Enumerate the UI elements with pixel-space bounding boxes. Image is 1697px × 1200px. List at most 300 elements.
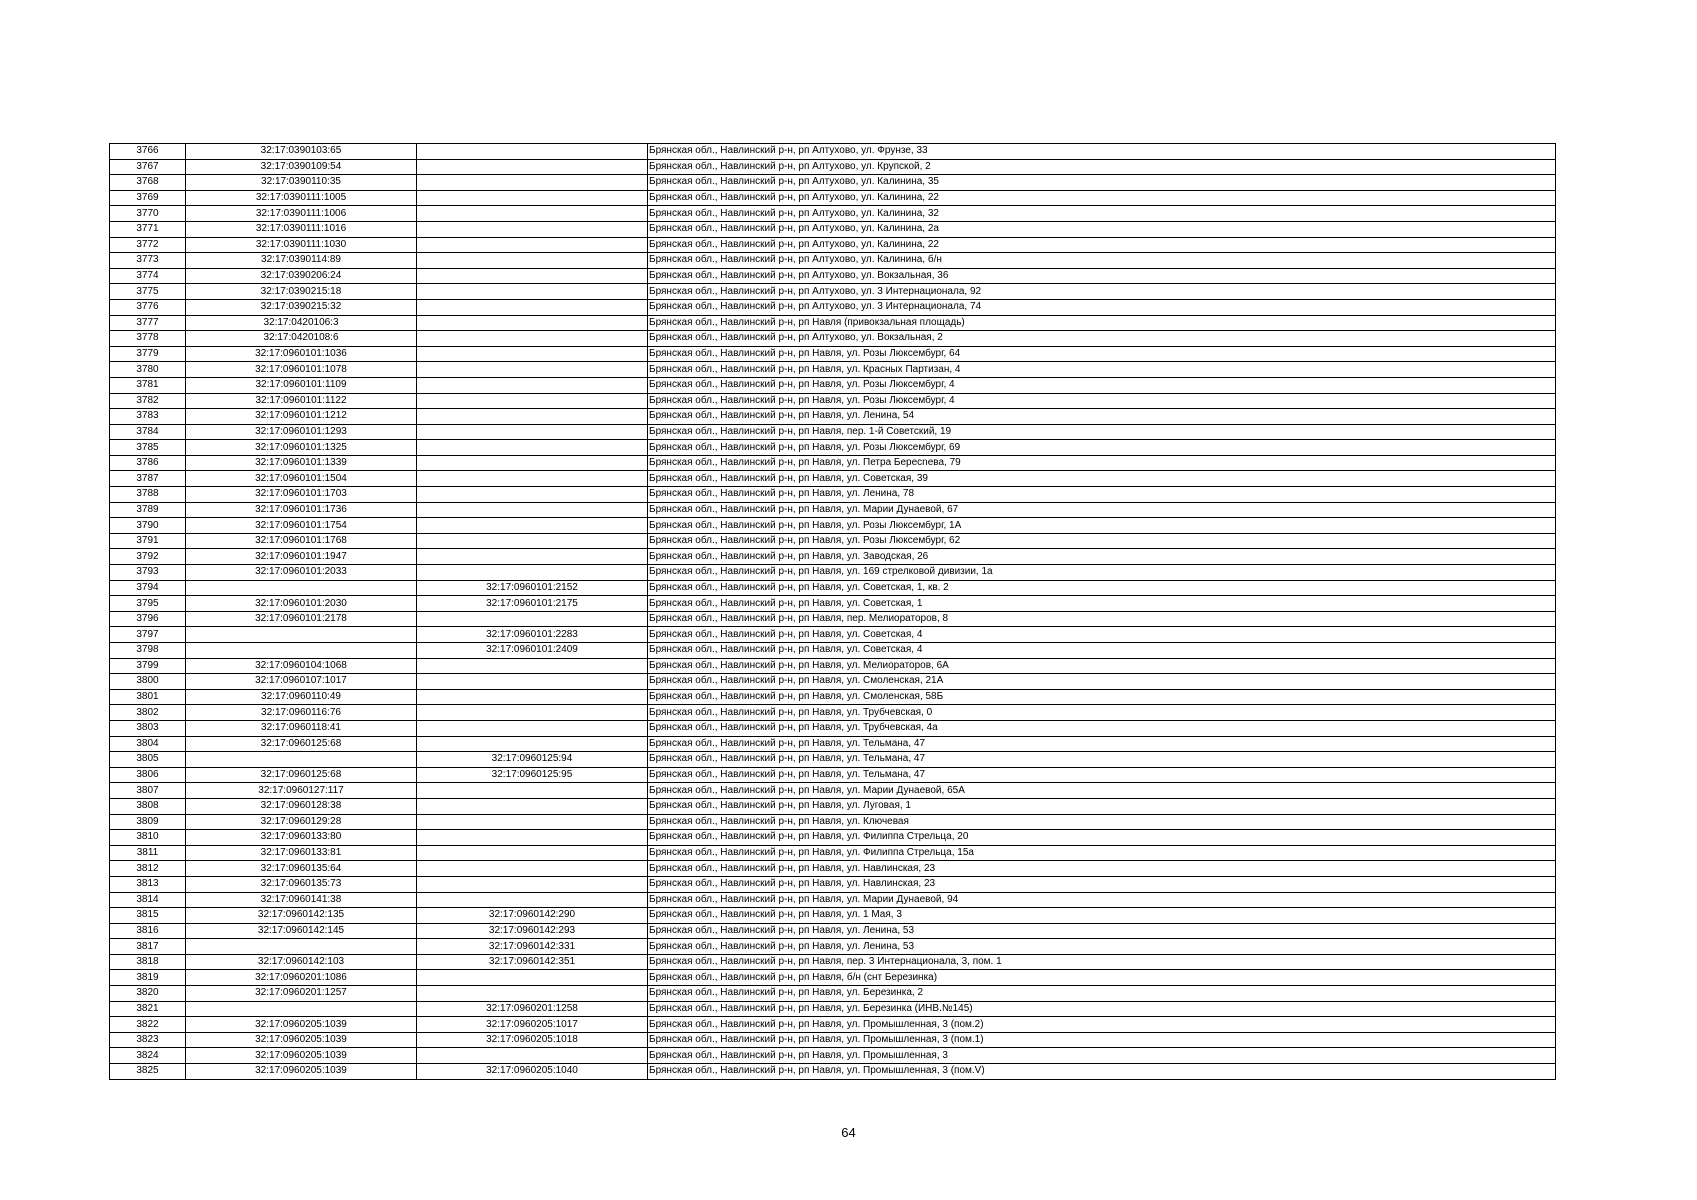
related-cadastral-number-cell (417, 986, 648, 1002)
row-number-cell: 3777 (110, 315, 186, 331)
cadastral-number-cell (186, 752, 417, 768)
related-cadastral-number-cell (417, 502, 648, 518)
cadastral-number-cell: 32:17:0420108:6 (186, 331, 417, 347)
cadastral-number-cell: 32:17:0960101:1036 (186, 346, 417, 362)
address-cell: Брянская обл., Навлинский р-н, рп Алтухово, ул. Калинина, б/н (648, 253, 1556, 269)
address-cell: Брянская обл., Навлинский р-н, рп Алтухово, ул. Калинина, 35 (648, 175, 1556, 191)
row-number-cell: 3778 (110, 331, 186, 347)
table-row (110, 798, 1556, 814)
row-number-cell: 3812 (110, 861, 186, 877)
related-cadastral-number-cell: 32:17:0960125:94 (417, 752, 648, 768)
related-cadastral-number-cell: 32:17:0960101:2409 (417, 643, 648, 659)
related-cadastral-number-cell (417, 253, 648, 269)
table-row (110, 767, 1556, 783)
cadastral-number-cell: 32:17:0390111:1016 (186, 221, 417, 237)
related-cadastral-number-cell: 32:17:0960101:2175 (417, 596, 648, 612)
cadastral-number-cell: 32:17:0960205:1039 (186, 1032, 417, 1048)
table-row (110, 861, 1556, 877)
table-row (110, 580, 1556, 596)
related-cadastral-number-cell (417, 190, 648, 206)
cadastral-number-cell: 32:17:0390111:1005 (186, 190, 417, 206)
cadastral-number-cell: 32:17:0960101:2178 (186, 611, 417, 627)
row-number-cell: 3776 (110, 299, 186, 315)
cadastral-number-cell: 32:17:0960125:68 (186, 736, 417, 752)
related-cadastral-number-cell (417, 892, 648, 908)
cadastral-number-cell: 32:17:0960101:1768 (186, 533, 417, 549)
cadastral-number-cell: 32:17:0960101:1325 (186, 440, 417, 456)
address-cell: Брянская обл., Навлинский р-н, рп Навля, ул. 1 Мая, 3 (648, 908, 1556, 924)
related-cadastral-number-cell (417, 377, 648, 393)
row-number-cell: 3822 (110, 1017, 186, 1033)
row-number-cell: 3779 (110, 346, 186, 362)
address-cell: Брянская обл., Навлинский р-н, рп Алтухово, ул. Калинина, 32 (648, 206, 1556, 222)
address-cell: Брянская обл., Навлинский р-н, рп Навля, ул. Ленина, 54 (648, 409, 1556, 425)
related-cadastral-number-cell (417, 845, 648, 861)
address-cell: Брянская обл., Навлинский р-н, рп Навля, ул. Луговая, 1 (648, 798, 1556, 814)
cadastral-number-cell: 32:17:0960118:41 (186, 720, 417, 736)
row-number-cell: 3819 (110, 970, 186, 986)
related-cadastral-number-cell: 32:17:0960201:1258 (417, 1001, 648, 1017)
address-cell: Брянская обл., Навлинский р-н, рп Алтухово, ул. Крупской, 2 (648, 159, 1556, 175)
cadastral-number-cell: 32:17:0960101:1293 (186, 424, 417, 440)
related-cadastral-number-cell: 32:17:0960142:290 (417, 908, 648, 924)
related-cadastral-number-cell (417, 876, 648, 892)
address-cell: Брянская обл., Навлинский р-н, рп Алтухово, ул. 3 Интернационала, 74 (648, 299, 1556, 315)
address-cell: Брянская обл., Навлинский р-н, рп Навля, ул. Березинка, 2 (648, 986, 1556, 1002)
related-cadastral-number-cell (417, 455, 648, 471)
cadastral-number-cell: 32:17:0960128:38 (186, 798, 417, 814)
table-row (110, 487, 1556, 503)
cadastral-number-cell: 32:17:0960101:1122 (186, 393, 417, 409)
row-number-cell: 3798 (110, 643, 186, 659)
row-number-cell: 3786 (110, 455, 186, 471)
row-number-cell: 3810 (110, 830, 186, 846)
related-cadastral-number-cell (417, 830, 648, 846)
row-number-cell: 3770 (110, 206, 186, 222)
related-cadastral-number-cell: 32:17:0960101:2152 (417, 580, 648, 596)
table-row (110, 268, 1556, 284)
table-row (110, 190, 1556, 206)
table-row (110, 159, 1556, 175)
table-row (110, 455, 1556, 471)
address-cell: Брянская обл., Навлинский р-н, рп Навля, ул. Березинка (ИНВ.№145) (648, 1001, 1556, 1017)
related-cadastral-number-cell (417, 268, 648, 284)
table-row (110, 237, 1556, 253)
cadastral-number-cell (186, 580, 417, 596)
table-row (110, 409, 1556, 425)
table-row (110, 1017, 1556, 1033)
table-row (110, 284, 1556, 300)
row-number-cell: 3825 (110, 1064, 186, 1080)
cadastral-number-cell: 32:17:0960116:76 (186, 705, 417, 721)
cadastral-number-cell (186, 939, 417, 955)
related-cadastral-number-cell (417, 284, 648, 300)
row-number-cell: 3775 (110, 284, 186, 300)
address-cell: Брянская обл., Навлинский р-н, рп Навля, ул. Трубчевская, 4а (648, 720, 1556, 736)
row-number-cell: 3801 (110, 689, 186, 705)
cadastral-number-cell: 32:17:0960107:1017 (186, 674, 417, 690)
row-number-cell: 3807 (110, 783, 186, 799)
related-cadastral-number-cell: 32:17:0960125:95 (417, 767, 648, 783)
page-number: 64 (841, 1125, 856, 1140)
related-cadastral-number-cell (417, 814, 648, 830)
address-cell: Брянская обл., Навлинский р-н, рп Навля, ул. Трубчевская, 0 (648, 705, 1556, 721)
address-cell: Брянская обл., Навлинский р-н, рп Навля, ул. Советская, 39 (648, 471, 1556, 487)
cadastral-number-cell (186, 1001, 417, 1017)
cadastral-number-cell: 32:17:0960135:73 (186, 876, 417, 892)
cadastral-number-cell: 32:17:0960104:1068 (186, 658, 417, 674)
table-row (110, 892, 1556, 908)
row-number-cell: 3773 (110, 253, 186, 269)
row-number-cell: 3774 (110, 268, 186, 284)
table-row (110, 1048, 1556, 1064)
table-row (110, 705, 1556, 721)
address-cell: Брянская обл., Навлинский р-н, рп Навля, пер. Мелиораторов, 8 (648, 611, 1556, 627)
address-cell: Брянская обл., Навлинский р-н, рп Навля, ул. Розы Люксембург, 69 (648, 440, 1556, 456)
address-cell: Брянская обл., Навлинский р-н, рп Алтухово, ул. Калинина, 22 (648, 190, 1556, 206)
row-number-cell: 3802 (110, 705, 186, 721)
address-cell: Брянская обл., Навлинский р-н, рп Навля, ул. Ключевая (648, 814, 1556, 830)
row-number-cell: 3821 (110, 1001, 186, 1017)
cadastral-number-cell: 32:17:0960101:2033 (186, 565, 417, 581)
address-cell: Брянская обл., Навлинский р-н, рп Навля, ул. 169 стрелковой дивизии, 1а (648, 565, 1556, 581)
row-number-cell: 3782 (110, 393, 186, 409)
table-row (110, 876, 1556, 892)
cadastral-number-cell: 32:17:0960205:1039 (186, 1064, 417, 1080)
row-number-cell: 3795 (110, 596, 186, 612)
row-number-cell: 3784 (110, 424, 186, 440)
table-row (110, 346, 1556, 362)
table-row (110, 315, 1556, 331)
table-row (110, 720, 1556, 736)
table-row (110, 674, 1556, 690)
row-number-cell: 3785 (110, 440, 186, 456)
related-cadastral-number-cell: 32:17:0960142:351 (417, 954, 648, 970)
address-cell: Брянская обл., Навлинский р-н, рп Навля, ул. Красных Партизан, 4 (648, 362, 1556, 378)
row-number-cell: 3787 (110, 471, 186, 487)
cadastral-number-cell: 32:17:0960205:1039 (186, 1048, 417, 1064)
related-cadastral-number-cell (417, 424, 648, 440)
cadastral-number-cell: 32:17:0390206:24 (186, 268, 417, 284)
table-row (110, 549, 1556, 565)
related-cadastral-number-cell (417, 970, 648, 986)
address-cell: Брянская обл., Навлинский р-н, рп Алтухово, ул. Вокзальная, 2 (648, 331, 1556, 347)
table-row (110, 689, 1556, 705)
row-number-cell: 3789 (110, 502, 186, 518)
related-cadastral-number-cell (417, 689, 648, 705)
cadastral-number-cell: 32:17:0960110:49 (186, 689, 417, 705)
address-cell: Брянская обл., Навлинский р-н, рп Навля, ул. Советская, 4 (648, 627, 1556, 643)
related-cadastral-number-cell (417, 1048, 648, 1064)
table-row (110, 144, 1556, 160)
address-cell: Брянская обл., Навлинский р-н, рп Алтухово, ул. 3 Интернационала, 92 (648, 284, 1556, 300)
table-row (110, 253, 1556, 269)
address-cell: Брянская обл., Навлинский р-н, рп Навля, ул. Тельмана, 47 (648, 767, 1556, 783)
cadastral-number-cell: 32:17:0960201:1086 (186, 970, 417, 986)
row-number-cell: 3797 (110, 627, 186, 643)
table-row (110, 783, 1556, 799)
cadastral-number-cell: 32:17:0960142:145 (186, 923, 417, 939)
related-cadastral-number-cell (417, 175, 648, 191)
address-cell: Брянская обл., Навлинский р-н, рп Навля, ул. Промышленная, 3 (648, 1048, 1556, 1064)
cadastral-number-cell: 32:17:0390215:32 (186, 299, 417, 315)
related-cadastral-number-cell (417, 440, 648, 456)
related-cadastral-number-cell (417, 720, 648, 736)
table-row (110, 596, 1556, 612)
related-cadastral-number-cell (417, 206, 648, 222)
table-row (110, 627, 1556, 643)
cadastral-number-cell: 32:17:0960201:1257 (186, 986, 417, 1002)
related-cadastral-number-cell (417, 533, 648, 549)
table-row (110, 814, 1556, 830)
row-number-cell: 3800 (110, 674, 186, 690)
row-number-cell: 3818 (110, 954, 186, 970)
related-cadastral-number-cell (417, 471, 648, 487)
address-cell: Брянская обл., Навлинский р-н, рп Навля, ул. Тельмана, 47 (648, 736, 1556, 752)
cadastral-number-cell (186, 627, 417, 643)
address-cell: Брянская обл., Навлинский р-н, рп Навля, ул. Розы Люксембург, 1А (648, 518, 1556, 534)
cadastral-number-cell: 32:17:0960101:1339 (186, 455, 417, 471)
table-row (110, 299, 1556, 315)
address-cell: Брянская обл., Навлинский р-н, рп Навля, ул. Филиппа Стрельца, 20 (648, 830, 1556, 846)
cadastral-number-cell: 32:17:0390114:89 (186, 253, 417, 269)
row-number-cell: 3794 (110, 580, 186, 596)
row-number-cell: 3799 (110, 658, 186, 674)
row-number-cell: 3766 (110, 144, 186, 160)
cadastral-number-cell: 32:17:0390109:54 (186, 159, 417, 175)
related-cadastral-number-cell: 32:17:0960101:2283 (417, 627, 648, 643)
related-cadastral-number-cell (417, 409, 648, 425)
cadastral-number-cell: 32:17:0390111:1006 (186, 206, 417, 222)
row-number-cell: 3768 (110, 175, 186, 191)
related-cadastral-number-cell (417, 518, 648, 534)
cadastral-number-cell: 32:17:0960101:1212 (186, 409, 417, 425)
related-cadastral-number-cell (417, 487, 648, 503)
table-row (110, 377, 1556, 393)
table-row (110, 845, 1556, 861)
cadastral-number-cell: 32:17:0390110:35 (186, 175, 417, 191)
related-cadastral-number-cell (417, 549, 648, 565)
address-cell: Брянская обл., Навлинский р-н, рп Навля, ул. Промышленная, 3 (пом.V) (648, 1064, 1556, 1080)
cadastral-number-cell: 32:17:0960142:103 (186, 954, 417, 970)
cadastral-number-cell (186, 643, 417, 659)
address-cell: Брянская обл., Навлинский р-н, рп Навля, ул. Навлинская, 23 (648, 876, 1556, 892)
cadastral-number-cell: 32:17:0420106:3 (186, 315, 417, 331)
related-cadastral-number-cell (417, 565, 648, 581)
table-row (110, 1032, 1556, 1048)
address-cell: Брянская обл., Навлинский р-н, рп Навля, ул. Советская, 1, кв. 2 (648, 580, 1556, 596)
related-cadastral-number-cell (417, 798, 648, 814)
register-table-body (110, 144, 1556, 1080)
address-cell: Брянская обл., Навлинский р-н, рп Навля, ул. Навлинская, 23 (648, 861, 1556, 877)
related-cadastral-number-cell (417, 658, 648, 674)
table-row (110, 908, 1556, 924)
table-row (110, 658, 1556, 674)
related-cadastral-number-cell (417, 221, 648, 237)
address-cell: Брянская обл., Навлинский р-н, рп Навля, ул. Тельмана, 47 (648, 752, 1556, 768)
address-cell: Брянская обл., Навлинский р-н, рп Навля, пер. 3 Интернационала, 3, пом. 1 (648, 954, 1556, 970)
row-number-cell: 3792 (110, 549, 186, 565)
table-row (110, 970, 1556, 986)
table-row (110, 954, 1556, 970)
address-cell: Брянская обл., Навлинский р-н, рп Навля, ул. Промышленная, 3 (пом.1) (648, 1032, 1556, 1048)
table-row (110, 1064, 1556, 1080)
address-cell: Брянская обл., Навлинский р-н, рп Навля, ул. Ленина, 53 (648, 939, 1556, 955)
table-row (110, 471, 1556, 487)
cadastral-number-cell: 32:17:0960129:28 (186, 814, 417, 830)
address-cell: Брянская обл., Навлинский р-н, рп Навля, ул. Марии Дунаевой, 67 (648, 502, 1556, 518)
row-number-cell: 3808 (110, 798, 186, 814)
address-cell: Брянская обл., Навлинский р-н, рп Навля, ул. Розы Люксембург, 64 (648, 346, 1556, 362)
cadastral-number-cell: 32:17:0960101:2030 (186, 596, 417, 612)
table-row (110, 1001, 1556, 1017)
table-row (110, 424, 1556, 440)
table-row (110, 393, 1556, 409)
cadastral-number-cell: 32:17:0960101:1754 (186, 518, 417, 534)
row-number-cell: 3793 (110, 565, 186, 581)
address-cell: Брянская обл., Навлинский р-н, рп Навля, б/н (снт Березинка) (648, 970, 1556, 986)
address-cell: Брянская обл., Навлинский р-н, рп Навля, ул. Промышленная, 3 (пом.2) (648, 1017, 1556, 1033)
table-row (110, 830, 1556, 846)
address-cell: Брянская обл., Навлинский р-н, рп Навля, пер. 1-й Советский, 19 (648, 424, 1556, 440)
related-cadastral-number-cell: 32:17:0960205:1018 (417, 1032, 648, 1048)
row-number-cell: 3824 (110, 1048, 186, 1064)
address-cell: Брянская обл., Навлинский р-н, рп Алтухово, ул. Калинина, 2а (648, 221, 1556, 237)
row-number-cell: 3788 (110, 487, 186, 503)
cadastral-number-cell: 32:17:0960101:1947 (186, 549, 417, 565)
address-cell: Брянская обл., Навлинский р-н, рп Алтухово, ул. Фрунзе, 33 (648, 144, 1556, 160)
address-cell: Брянская обл., Навлинский р-н, рп Навля, ул. Розы Люксембург, 4 (648, 377, 1556, 393)
related-cadastral-number-cell (417, 611, 648, 627)
row-number-cell: 3803 (110, 720, 186, 736)
cadastral-number-cell: 32:17:0390215:18 (186, 284, 417, 300)
row-number-cell: 3767 (110, 159, 186, 175)
cadastral-number-cell: 32:17:0960101:1078 (186, 362, 417, 378)
row-number-cell: 3813 (110, 876, 186, 892)
cadastral-number-cell: 32:17:0960205:1039 (186, 1017, 417, 1033)
address-cell: Брянская обл., Навлинский р-н, рп Навля, ул. Смоленская, 21А (648, 674, 1556, 690)
table-row (110, 518, 1556, 534)
table-row (110, 643, 1556, 659)
table-row (110, 502, 1556, 518)
register-table (109, 143, 1556, 1080)
row-number-cell: 3783 (110, 409, 186, 425)
related-cadastral-number-cell (417, 299, 648, 315)
table-row (110, 611, 1556, 627)
table-row (110, 533, 1556, 549)
cadastral-number-cell: 32:17:0960125:68 (186, 767, 417, 783)
table-row (110, 752, 1556, 768)
table-row (110, 331, 1556, 347)
address-cell: Брянская обл., Навлинский р-н, рп Навля, ул. Филиппа Стрельца, 15а (648, 845, 1556, 861)
table-row (110, 362, 1556, 378)
row-number-cell: 3805 (110, 752, 186, 768)
related-cadastral-number-cell (417, 861, 648, 877)
cadastral-number-cell: 32:17:0960141:38 (186, 892, 417, 908)
address-cell: Брянская обл., Навлинский р-н, рп Навля, ул. Розы Люксембург, 4 (648, 393, 1556, 409)
table-row (110, 175, 1556, 191)
related-cadastral-number-cell: 32:17:0960205:1040 (417, 1064, 648, 1080)
row-number-cell: 3790 (110, 518, 186, 534)
address-cell: Брянская обл., Навлинский р-н, рп Алтухово, ул. Вокзальная, 36 (648, 268, 1556, 284)
row-number-cell: 3772 (110, 237, 186, 253)
table-row (110, 939, 1556, 955)
row-number-cell: 3796 (110, 611, 186, 627)
related-cadastral-number-cell (417, 393, 648, 409)
cadastral-number-cell: 32:17:0960101:1109 (186, 377, 417, 393)
cadastral-number-cell: 32:17:0960101:1504 (186, 471, 417, 487)
row-number-cell: 3820 (110, 986, 186, 1002)
cadastral-number-cell: 32:17:0390111:1030 (186, 237, 417, 253)
related-cadastral-number-cell (417, 331, 648, 347)
table-row (110, 923, 1556, 939)
cadastral-number-cell: 32:17:0960101:1703 (186, 487, 417, 503)
row-number-cell: 3771 (110, 221, 186, 237)
address-cell: Брянская обл., Навлинский р-н, рп Навля, ул. Ленина, 53 (648, 923, 1556, 939)
row-number-cell: 3823 (110, 1032, 186, 1048)
cadastral-number-cell: 32:17:0390103:65 (186, 144, 417, 160)
cadastral-number-cell: 32:17:0960133:80 (186, 830, 417, 846)
cadastral-number-cell: 32:17:0960142:135 (186, 908, 417, 924)
row-number-cell: 3804 (110, 736, 186, 752)
row-number-cell: 3781 (110, 377, 186, 393)
related-cadastral-number-cell (417, 783, 648, 799)
row-number-cell: 3811 (110, 845, 186, 861)
address-cell: Брянская обл., Навлинский р-н, рп Навля, ул. Мелиораторов, 6А (648, 658, 1556, 674)
related-cadastral-number-cell (417, 362, 648, 378)
related-cadastral-number-cell (417, 346, 648, 362)
row-number-cell: 3816 (110, 923, 186, 939)
related-cadastral-number-cell (417, 237, 648, 253)
table-row (110, 221, 1556, 237)
address-cell: Брянская обл., Навлинский р-н, рп Навля, ул. Марии Дунаевой, 94 (648, 892, 1556, 908)
cadastral-number-cell: 32:17:0960133:81 (186, 845, 417, 861)
cadastral-number-cell: 32:17:0960135:64 (186, 861, 417, 877)
related-cadastral-number-cell: 32:17:0960142:293 (417, 923, 648, 939)
address-cell: Брянская обл., Навлинский р-н, рп Навля (привокзальная площадь) (648, 315, 1556, 331)
row-number-cell: 3815 (110, 908, 186, 924)
address-cell: Брянская обл., Навлинский р-н, рп Алтухово, ул. Калинина, 22 (648, 237, 1556, 253)
address-cell: Брянская обл., Навлинский р-н, рп Навля, ул. Смоленская, 58Б (648, 689, 1556, 705)
address-cell: Брянская обл., Навлинский р-н, рп Навля, ул. Ленина, 78 (648, 487, 1556, 503)
cadastral-number-cell: 32:17:0960127:117 (186, 783, 417, 799)
table-row (110, 986, 1556, 1002)
row-number-cell: 3817 (110, 939, 186, 955)
table-row (110, 736, 1556, 752)
row-number-cell: 3791 (110, 533, 186, 549)
cadastral-number-cell: 32:17:0960101:1736 (186, 502, 417, 518)
related-cadastral-number-cell (417, 736, 648, 752)
row-number-cell: 3809 (110, 814, 186, 830)
address-cell: Брянская обл., Навлинский р-н, рп Навля, ул. Советская, 4 (648, 643, 1556, 659)
table-row (110, 440, 1556, 456)
related-cadastral-number-cell: 32:17:0960205:1017 (417, 1017, 648, 1033)
related-cadastral-number-cell (417, 674, 648, 690)
address-cell: Брянская обл., Навлинский р-н, рп Навля, ул. Петра Бересnева, 79 (648, 455, 1556, 471)
related-cadastral-number-cell (417, 159, 648, 175)
table-row (110, 206, 1556, 222)
related-cadastral-number-cell (417, 144, 648, 160)
related-cadastral-number-cell: 32:17:0960142:331 (417, 939, 648, 955)
row-number-cell: 3814 (110, 892, 186, 908)
row-number-cell: 3780 (110, 362, 186, 378)
address-cell: Брянская обл., Навлинский р-н, рп Навля, ул. Розы Люксембург, 62 (648, 533, 1556, 549)
address-cell: Брянская обл., Навлинский р-н, рп Навля, ул. Советская, 1 (648, 596, 1556, 612)
row-number-cell: 3769 (110, 190, 186, 206)
address-cell: Брянская обл., Навлинский р-н, рп Навля, ул. Заводская, 26 (648, 549, 1556, 565)
table-row (110, 565, 1556, 581)
row-number-cell: 3806 (110, 767, 186, 783)
